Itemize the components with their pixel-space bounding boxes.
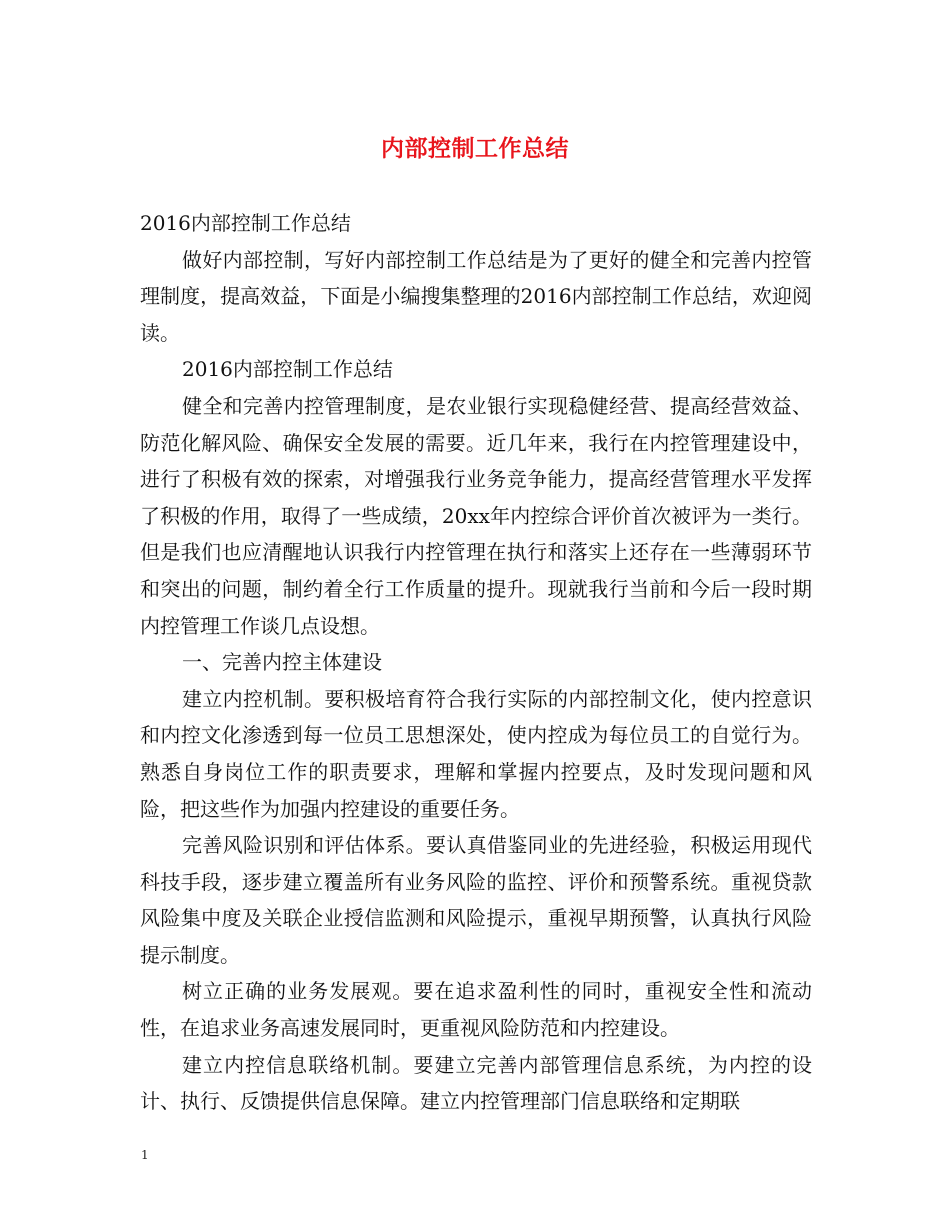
section-heading: 一、完善内控主体建设 xyxy=(182,650,382,675)
subtitle-line: 2016内部控制工作总结 xyxy=(140,211,351,235)
body-paragraph: 建立内控机制。要积极培育符合我行实际的内部控制文化，使内控意识和内控文化渗透到每一位员工思想深处，使内控成为每位员工的自觉行为。熟悉自身岗位工作的职责要求，理解和掌握内控要点，及时发现问题和风险，把这些作为加强内控建设的重要任务。 xyxy=(140,686,812,821)
document-title: 内部控制工作总结 xyxy=(381,135,569,162)
body-paragraph: 树立正确的业务发展观。要在追求盈利性的同时，重视安全性和流动性，在追求业务高速发展同时，更重视风险防范和内控建设。 xyxy=(140,979,812,1041)
section-heading: 2016内部控制工作总结 xyxy=(182,357,393,382)
intro-paragraph: 做好内部控制，写好内部控制工作总结是为了更好的健全和完善内控管理制度，提高效益，下面是小编搜集整理的2016内部控制工作总结，欢迎阅读。 xyxy=(140,247,812,345)
body-paragraph: 健全和完善内控管理制度，是农业银行实现稳健经营、提高经营效益、防范化解风险、确保安全发展的需要。近几年来，我行在内控管理建设中，进行了积极有效的探索，对增强我行业务竞争能力，提高经营管理水平发挥了积极的作用，取得了一些成绩，20xx年内控综合评价首次被评为一类行。但是我们也应清醒地认识我行内控管理在执行和落实上还存在一些薄弱环节和突出的问题，制约着全行工作质量的提升。现就我行当前和今后一段时期内控管理工作谈几点设想。 xyxy=(140,393,812,638)
body-paragraph: 完善风险识别和评估体系。要认真借鉴同业的先进经验，积极运用现代科技手段，逐步建立覆盖所有业务风险的监控、评价和预警系统。重视贷款风险集中度及关联企业授信监测和风险提示，重视早期预警，认真执行风险提示制度。 xyxy=(140,833,812,967)
body-paragraph: 建立内控信息联络机制。要建立完善内部管理信息系统，为内控的设计、执行、反馈提供信息保障。建立内控管理部门信息联络和定期联 xyxy=(140,1052,812,1114)
page-number: 1 xyxy=(141,1148,149,1162)
document-body xyxy=(140,205,812,1120)
